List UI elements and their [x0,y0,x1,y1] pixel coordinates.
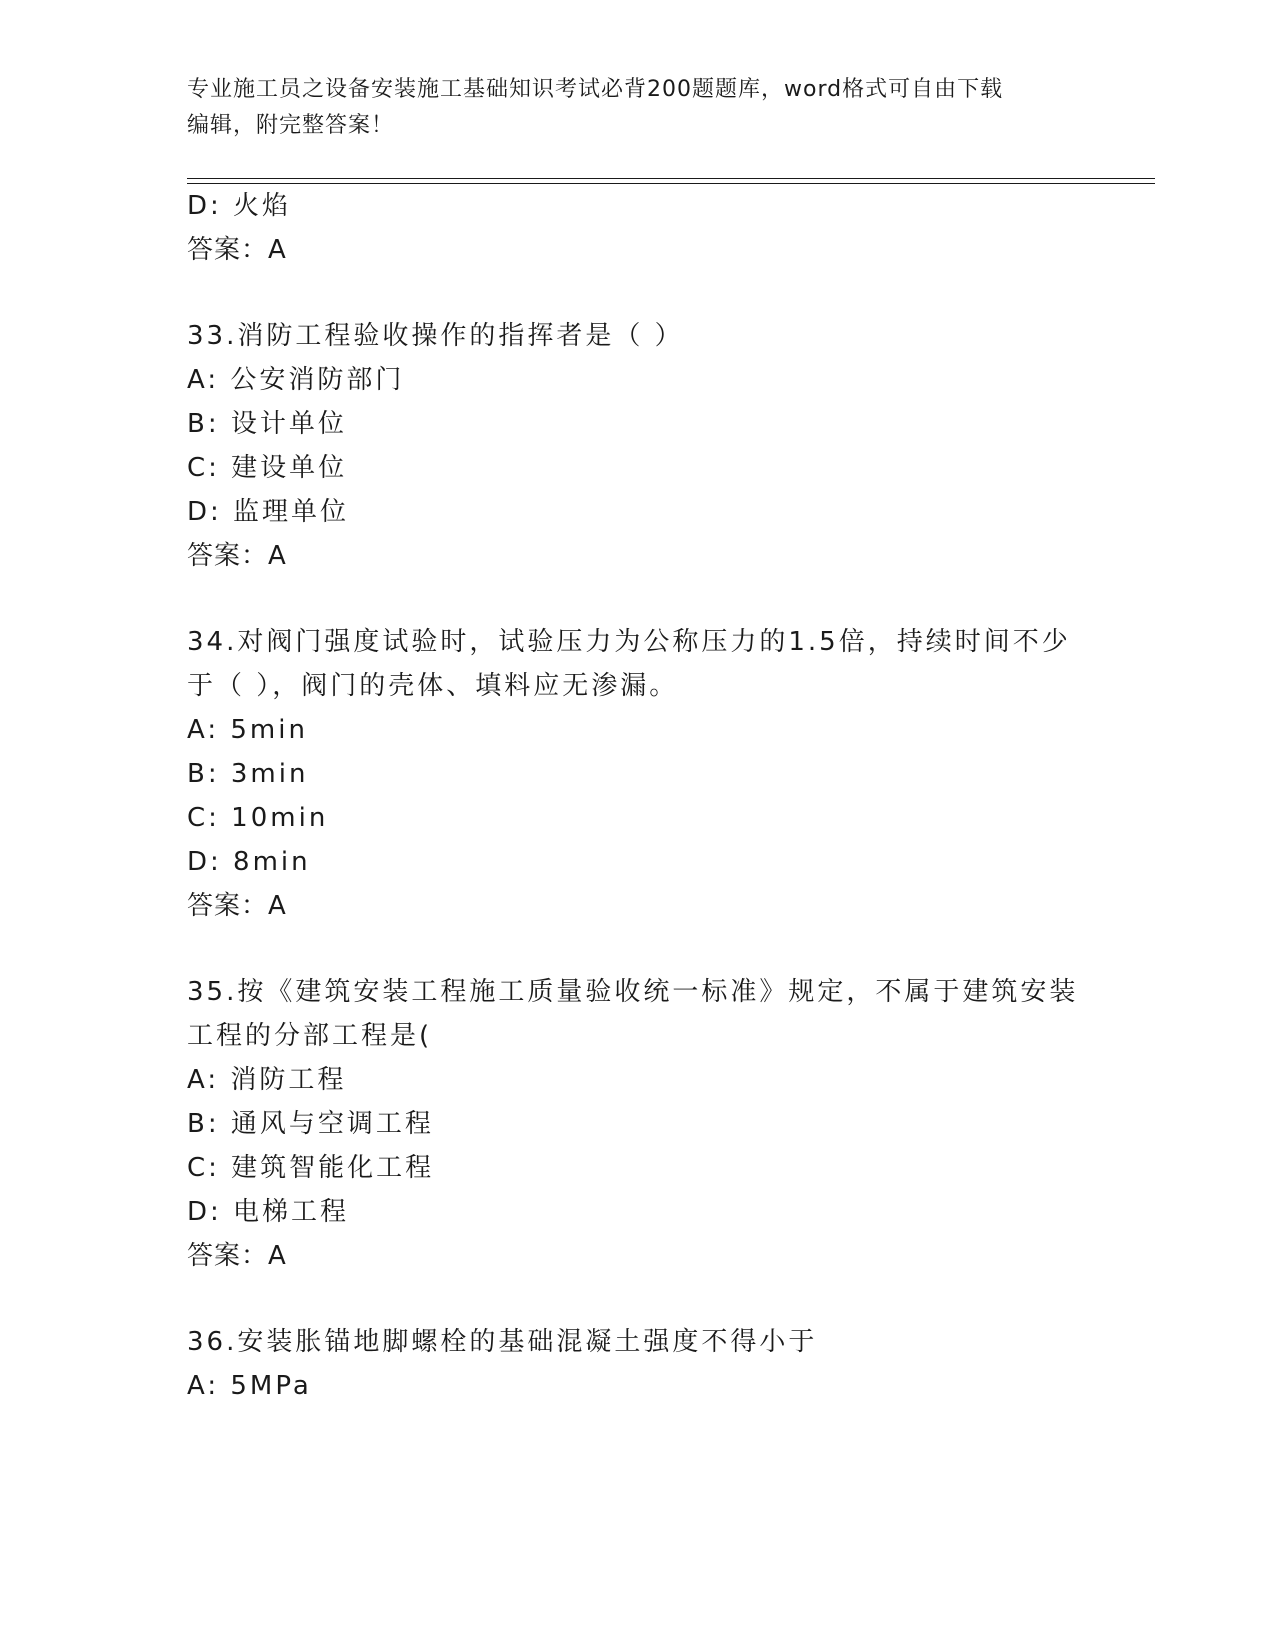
question-35-answer: 答案：A [187,1241,287,1271]
question-33-option-d: D: 监理单位 [187,497,350,527]
question-33-option-b: B: 设计单位 [187,409,347,439]
question-34-option-d: D: 8min [187,847,311,877]
question-35-option-c: C: 建筑智能化工程 [187,1153,435,1183]
question-34-option-c: C: 10min [187,803,329,833]
question-33-option-a: A: 公安消防部门 [187,365,405,395]
prev-answer: 答案：A [187,235,287,265]
question-33-option-c: C: 建设单位 [187,453,348,483]
question-34-option-b: B: 3min [187,759,309,789]
header-title-line-1: 专业施工员之设备安装施工基础知识考试必背200题题库，word格式可自由下载 [187,77,1004,102]
question-34-stem-line-1: 34.对阀门强度试验时，试验压力为公称压力的1.5倍，持续时间不少 [187,627,1071,657]
question-35-option-b: B: 通风与空调工程 [187,1109,434,1139]
question-36-stem: 36.安装胀锚地脚螺栓的基础混凝土强度不得小于 [187,1327,818,1357]
header-title-line-2: 编辑，附完整答案！ [187,113,395,138]
question-34-stem-line-2: 于（ ），阀门的壳体、填料应无渗漏。 [187,671,679,701]
document-header [187,72,1087,144]
question-34-answer: 答案：A [187,891,287,921]
question-33-answer: 答案：A [187,541,287,571]
question-34-option-a: A: 5min [187,715,308,745]
question-35-option-a: A: 消防工程 [187,1065,347,1095]
question-35-stem-line-2: 工程的分部工程是( [187,1021,433,1051]
prev-option-d: D: 火焰 [187,191,292,221]
header-divider-bottom [187,183,1155,184]
question-35-stem-line-1: 35.按《建筑安装工程施工质量验收统一标准》规定，不属于建筑安装 [187,977,1079,1007]
question-36-option-a: A: 5MPa [187,1371,312,1401]
question-35-option-d: D: 电梯工程 [187,1197,350,1227]
header-divider-top [187,178,1155,179]
question-33-stem: 33.消防工程验收操作的指挥者是（ ） [187,321,684,351]
